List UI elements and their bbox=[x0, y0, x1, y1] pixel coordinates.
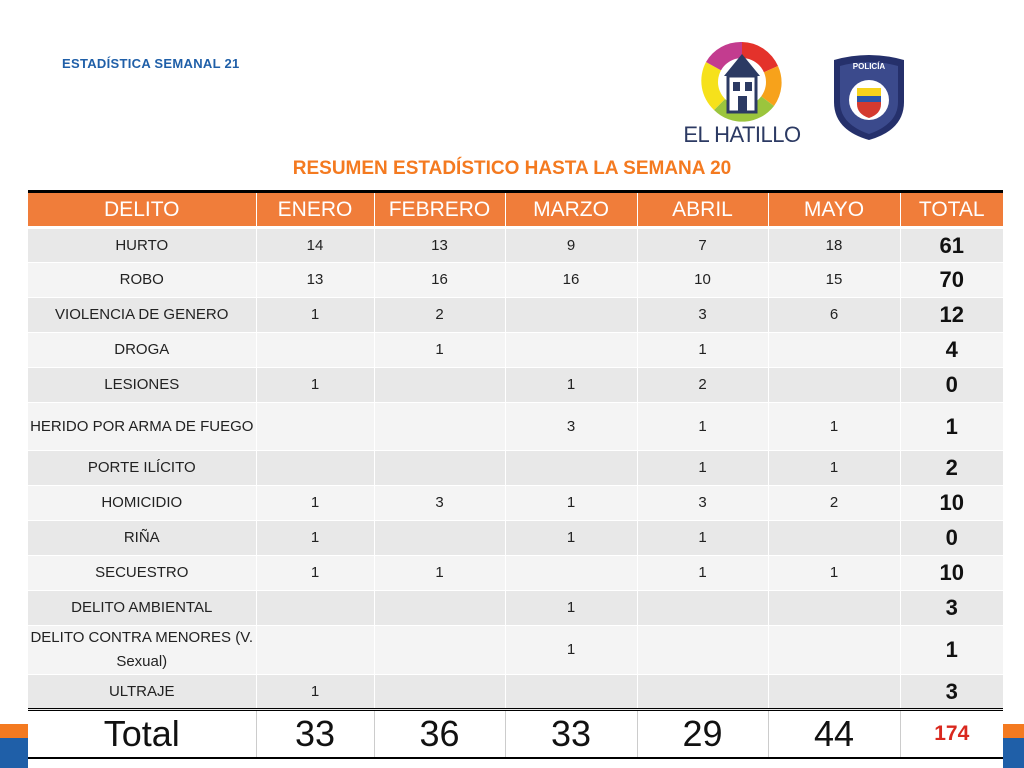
cell-total: 3 bbox=[900, 675, 1003, 710]
cell-total: 3 bbox=[900, 591, 1003, 626]
cell-marzo bbox=[505, 675, 637, 710]
cell-mayo bbox=[768, 626, 900, 675]
header-total: TOTAL bbox=[900, 192, 1003, 228]
cell-abril bbox=[637, 626, 768, 675]
cell-enero: 1 bbox=[256, 486, 374, 521]
cell-mayo bbox=[768, 333, 900, 368]
cell-total: 2 bbox=[900, 451, 1003, 486]
table-row bbox=[28, 521, 1003, 556]
cell-enero: 13 bbox=[256, 263, 374, 298]
table-row bbox=[28, 403, 1003, 451]
cell-enero: 1 bbox=[256, 368, 374, 403]
cell-mayo: 18 bbox=[768, 228, 900, 263]
cell-enero: 1 bbox=[256, 521, 374, 556]
cell-enero: 1 bbox=[256, 556, 374, 591]
table-title: RESUMEN ESTADÍSTICO HASTA LA SEMANA 20 bbox=[292, 158, 732, 179]
cell-delito: PORTE ILÍCITO bbox=[28, 451, 256, 486]
cell-total: 70 bbox=[900, 263, 1003, 298]
cell-enero: 14 bbox=[256, 228, 374, 263]
cell-delito: DELITO CONTRA MENORES (V. Sexual) bbox=[28, 626, 256, 675]
cell-enero bbox=[256, 591, 374, 626]
table-row bbox=[28, 556, 1003, 591]
cell-febrero: 16 bbox=[374, 263, 505, 298]
cell-febrero: 2 bbox=[374, 298, 505, 333]
footer-stripe-blue bbox=[0, 738, 28, 768]
total-marzo: 33 bbox=[505, 710, 637, 758]
cell-delito: VIOLENCIA DE GENERO bbox=[28, 298, 256, 333]
table-row bbox=[28, 486, 1003, 521]
cell-delito: LESIONES bbox=[28, 368, 256, 403]
cell-febrero bbox=[374, 626, 505, 675]
cell-febrero bbox=[374, 403, 505, 451]
cell-marzo: 1 bbox=[505, 626, 637, 675]
header-delito: DELITO bbox=[28, 192, 256, 228]
cell-mayo: 1 bbox=[768, 403, 900, 451]
cell-febrero: 3 bbox=[374, 486, 505, 521]
cell-delito: ULTRAJE bbox=[28, 675, 256, 710]
total-mayo: 44 bbox=[768, 710, 900, 758]
cell-abril: 10 bbox=[637, 263, 768, 298]
footer-stripe-orange bbox=[1003, 724, 1024, 738]
table-row bbox=[28, 368, 1003, 403]
cell-mayo: 6 bbox=[768, 298, 900, 333]
cell-delito: SECUESTRO bbox=[28, 556, 256, 591]
cell-marzo: 1 bbox=[505, 368, 637, 403]
cell-marzo: 1 bbox=[505, 591, 637, 626]
cell-mayo bbox=[768, 591, 900, 626]
header-mayo: MAYO bbox=[768, 192, 900, 228]
grand-total: 174 bbox=[900, 710, 1003, 758]
cell-marzo: 16 bbox=[505, 263, 637, 298]
cell-delito: HERIDO POR ARMA DE FUEGO bbox=[28, 403, 256, 451]
cell-total: 1 bbox=[900, 626, 1003, 675]
cell-enero bbox=[256, 333, 374, 368]
table-row bbox=[28, 675, 1003, 710]
cell-delito: HURTO bbox=[28, 228, 256, 263]
cell-mayo: 15 bbox=[768, 263, 900, 298]
page-header-label: ESTADÍSTICA SEMANAL 21 bbox=[62, 56, 240, 71]
total-abril: 29 bbox=[637, 710, 768, 758]
cell-total: 0 bbox=[900, 521, 1003, 556]
table-row bbox=[28, 333, 1003, 368]
cell-mayo bbox=[768, 521, 900, 556]
table-header-row bbox=[28, 192, 1003, 228]
cell-febrero: 13 bbox=[374, 228, 505, 263]
cell-delito: RIÑA bbox=[28, 521, 256, 556]
cell-marzo bbox=[505, 451, 637, 486]
cell-abril: 7 bbox=[637, 228, 768, 263]
el-hatillo-logo bbox=[682, 40, 802, 152]
cell-febrero bbox=[374, 521, 505, 556]
cell-abril: 1 bbox=[637, 521, 768, 556]
table-row bbox=[28, 451, 1003, 486]
cell-febrero bbox=[374, 451, 505, 486]
cell-marzo: 3 bbox=[505, 403, 637, 451]
cell-abril: 3 bbox=[637, 298, 768, 333]
cell-total: 61 bbox=[900, 228, 1003, 263]
cell-delito: DROGA bbox=[28, 333, 256, 368]
cell-mayo: 2 bbox=[768, 486, 900, 521]
cell-delito: ROBO bbox=[28, 263, 256, 298]
total-enero: 33 bbox=[256, 710, 374, 758]
cell-enero bbox=[256, 403, 374, 451]
cell-mayo: 1 bbox=[768, 451, 900, 486]
footer-stripe-left bbox=[0, 724, 28, 768]
footer-stripe-blue bbox=[1003, 738, 1024, 768]
cell-marzo: 1 bbox=[505, 486, 637, 521]
cell-marzo bbox=[505, 333, 637, 368]
header-enero: ENERO bbox=[256, 192, 374, 228]
table-row bbox=[28, 298, 1003, 333]
cell-total: 12 bbox=[900, 298, 1003, 333]
el-hatillo-emblem-icon bbox=[700, 40, 784, 124]
cell-mayo bbox=[768, 675, 900, 710]
cell-mayo bbox=[768, 368, 900, 403]
cell-total: 10 bbox=[900, 486, 1003, 521]
cell-febrero: 1 bbox=[374, 333, 505, 368]
cell-abril: 1 bbox=[637, 556, 768, 591]
table-total-row bbox=[28, 710, 1003, 758]
total-febrero: 36 bbox=[374, 710, 505, 758]
cell-abril: 1 bbox=[637, 451, 768, 486]
table-row bbox=[28, 591, 1003, 626]
table-row bbox=[28, 626, 1003, 675]
cell-total: 10 bbox=[900, 556, 1003, 591]
cell-marzo bbox=[505, 298, 637, 333]
header-abril: ABRIL bbox=[637, 192, 768, 228]
cell-delito: HOMICIDIO bbox=[28, 486, 256, 521]
cell-enero: 1 bbox=[256, 675, 374, 710]
cell-delito: DELITO AMBIENTAL bbox=[28, 591, 256, 626]
police-badge-logo bbox=[826, 52, 912, 142]
table-row bbox=[28, 228, 1003, 263]
crime-stats-table bbox=[28, 190, 1003, 759]
police-badge-title: POLICÍA bbox=[852, 62, 886, 71]
cell-abril: 3 bbox=[637, 486, 768, 521]
cell-total: 1 bbox=[900, 403, 1003, 451]
total-row-label: Total bbox=[103, 712, 180, 754]
table-row bbox=[28, 263, 1003, 298]
footer-stripe-orange bbox=[0, 724, 28, 738]
cell-febrero bbox=[374, 368, 505, 403]
cell-abril: 1 bbox=[637, 403, 768, 451]
cell-abril: 1 bbox=[637, 333, 768, 368]
cell-marzo bbox=[505, 556, 637, 591]
el-hatillo-logo-text: EL HATILLO bbox=[683, 122, 801, 147]
cell-marzo: 9 bbox=[505, 228, 637, 263]
cell-enero: 1 bbox=[256, 298, 374, 333]
footer-stripe-right bbox=[1003, 724, 1024, 768]
cell-mayo: 1 bbox=[768, 556, 900, 591]
cell-total: 4 bbox=[900, 333, 1003, 368]
header-febrero: FEBRERO bbox=[374, 192, 505, 228]
header-marzo: MARZO bbox=[505, 192, 637, 228]
cell-abril bbox=[637, 675, 768, 710]
cell-enero bbox=[256, 451, 374, 486]
cell-febrero bbox=[374, 675, 505, 710]
cell-febrero bbox=[374, 591, 505, 626]
cell-febrero: 1 bbox=[374, 556, 505, 591]
cell-abril bbox=[637, 591, 768, 626]
cell-marzo: 1 bbox=[505, 521, 637, 556]
cell-abril: 2 bbox=[637, 368, 768, 403]
cell-enero bbox=[256, 626, 374, 675]
cell-total: 0 bbox=[900, 368, 1003, 403]
